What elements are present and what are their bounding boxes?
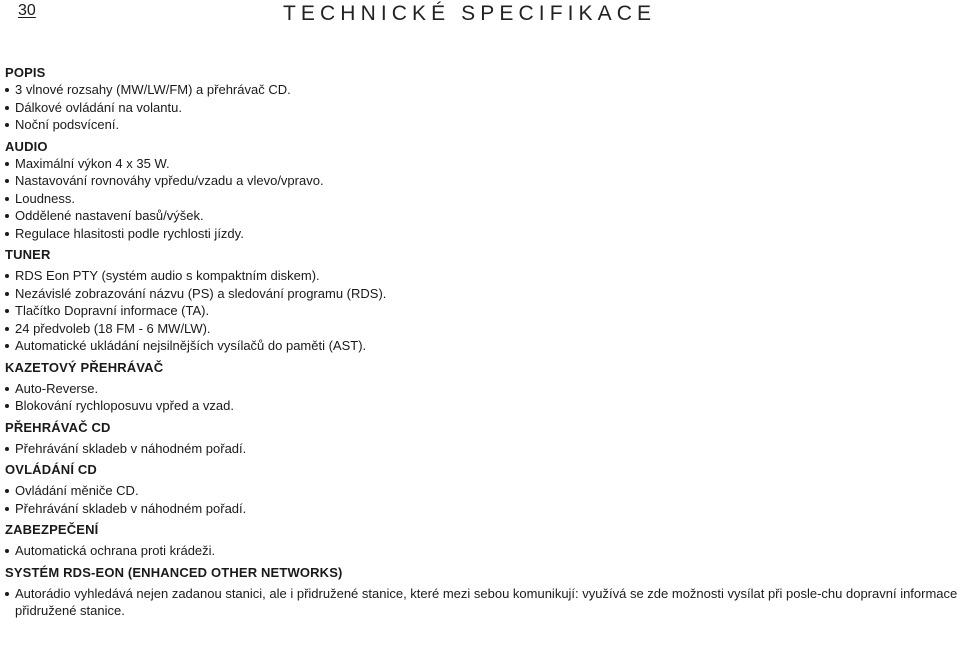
- item-text: Autorádio vyhledává nejen zadanou stanici, ale i přidružené stanice, které mezi sebou komunikují: využívá se zde možnosti vysílat při posle-chu dopravní informace přidružené stanice.: [15, 585, 958, 618]
- bullet-icon: [5, 507, 9, 511]
- list-item: [5, 267, 960, 285]
- item-list: [5, 81, 960, 134]
- page-title: TECHNICKÉ SPECIFIKACE: [283, 2, 657, 25]
- list-item: [5, 500, 960, 518]
- item-text: Přehrávání skladeb v náhodném pořadí.: [15, 440, 247, 456]
- item-list: [5, 585, 960, 620]
- section-heading: KAZETOVÝ PŘEHRÁVAČ: [5, 359, 164, 375]
- bullet-icon: [5, 162, 9, 166]
- bullet-icon: [5, 232, 9, 236]
- bullet-icon: [5, 197, 9, 201]
- section-zabezpeceni: [5, 521, 960, 560]
- item-list: [5, 380, 960, 415]
- item-text: Loudness.: [15, 190, 75, 206]
- list-item: [5, 81, 960, 99]
- section-prehravac-cd: [5, 419, 960, 458]
- list-item: [5, 116, 960, 134]
- list-item: [5, 172, 960, 190]
- section-heading: AUDIO: [5, 138, 48, 154]
- section-popis: [5, 64, 960, 134]
- item-text: Nastavování rovnováhy vpředu/vzadu a vlevo/vpravo.: [15, 173, 324, 188]
- item-text: Blokování rychloposuvu vpřed a vzad.: [15, 398, 234, 413]
- bullet-icon: [5, 592, 9, 596]
- list-item: [5, 190, 960, 208]
- section-kazetovy-prehravac: [5, 359, 960, 415]
- list-item: [5, 207, 960, 225]
- list-item: [5, 380, 960, 398]
- bullet-icon: [5, 123, 9, 127]
- list-item: [5, 337, 960, 355]
- bullet-icon: [5, 309, 9, 313]
- list-item: [5, 285, 960, 303]
- item-text: Ovládání měniče CD.: [15, 483, 139, 498]
- list-item: [5, 440, 960, 458]
- item-text: 3 vlnové rozsahy (MW/LW/FM) a přehrávač CD.: [15, 82, 291, 97]
- section-ovladani-cd: [5, 461, 960, 517]
- item-text: Dálkové ovládání na volantu.: [15, 99, 182, 115]
- item-text: Tlačítko Dopravní informace (TA).: [15, 303, 210, 318]
- item-text: Maximální výkon 4 x 35 W.: [15, 155, 170, 171]
- bullet-icon: [5, 179, 9, 183]
- item-text: Přehrávání skladeb v náhodném pořadí.: [15, 500, 247, 516]
- bullet-icon: [5, 404, 9, 408]
- item-list: [5, 440, 960, 458]
- list-item: [5, 302, 960, 320]
- bullet-icon: [5, 549, 9, 553]
- item-list: [5, 155, 960, 243]
- item-text: Noční podsvícení.: [15, 117, 120, 132]
- bullet-icon: [5, 274, 9, 278]
- list-item: [5, 99, 960, 117]
- section-heading: POPIS: [5, 65, 46, 80]
- section-system-rds-eon: [5, 564, 960, 620]
- bullet-icon: [5, 292, 9, 296]
- list-item: [5, 585, 960, 620]
- list-item: [5, 542, 960, 560]
- list-item: [5, 225, 960, 243]
- bullet-icon: [5, 106, 9, 110]
- item-text: Auto-Reverse.: [15, 380, 99, 396]
- section-heading: TUNER: [5, 247, 51, 262]
- page-number: 30: [18, 2, 36, 19]
- item-text: Nezávislé zobrazování názvu (PS) a sledování programu (RDS).: [15, 285, 387, 301]
- section-audio: [5, 138, 960, 243]
- list-item: [5, 397, 960, 415]
- spec-content: [5, 64, 960, 624]
- bullet-icon: [5, 387, 9, 391]
- item-text: Automatické ukládání nejsilnějších vysílačů do paměti (AST).: [15, 338, 367, 353]
- bullet-icon: [5, 344, 9, 348]
- bullet-icon: [5, 447, 9, 451]
- item-list: [5, 267, 960, 355]
- section-heading: OVLÁDÁNÍ CD: [5, 462, 97, 477]
- section-heading: PŘEHRÁVAČ CD: [5, 419, 111, 435]
- item-list: [5, 482, 960, 517]
- item-text: Automatická ochrana proti krádeži.: [15, 543, 216, 558]
- bullet-icon: [5, 214, 9, 218]
- section-heading: SYSTÉM RDS-EON (ENHANCED OTHER NETWORKS): [5, 564, 343, 580]
- section-tuner: [5, 246, 960, 355]
- item-text: Regulace hlasitosti podle rychlosti jízdy.: [15, 225, 244, 241]
- section-heading: ZABEZPEČENÍ: [5, 522, 99, 537]
- list-item: [5, 155, 960, 173]
- list-item: [5, 320, 960, 338]
- list-item: [5, 482, 960, 500]
- item-list: [5, 542, 960, 560]
- item-text: 24 předvoleb (18 FM - 6 MW/LW).: [15, 320, 211, 336]
- bullet-icon: [5, 489, 9, 493]
- item-text: RDS Eon PTY (systém audio s kompaktním diskem).: [15, 268, 320, 283]
- item-text: Oddělené nastavení basů/výšek.: [15, 208, 204, 223]
- bullet-icon: [5, 327, 9, 331]
- bullet-icon: [5, 88, 9, 92]
